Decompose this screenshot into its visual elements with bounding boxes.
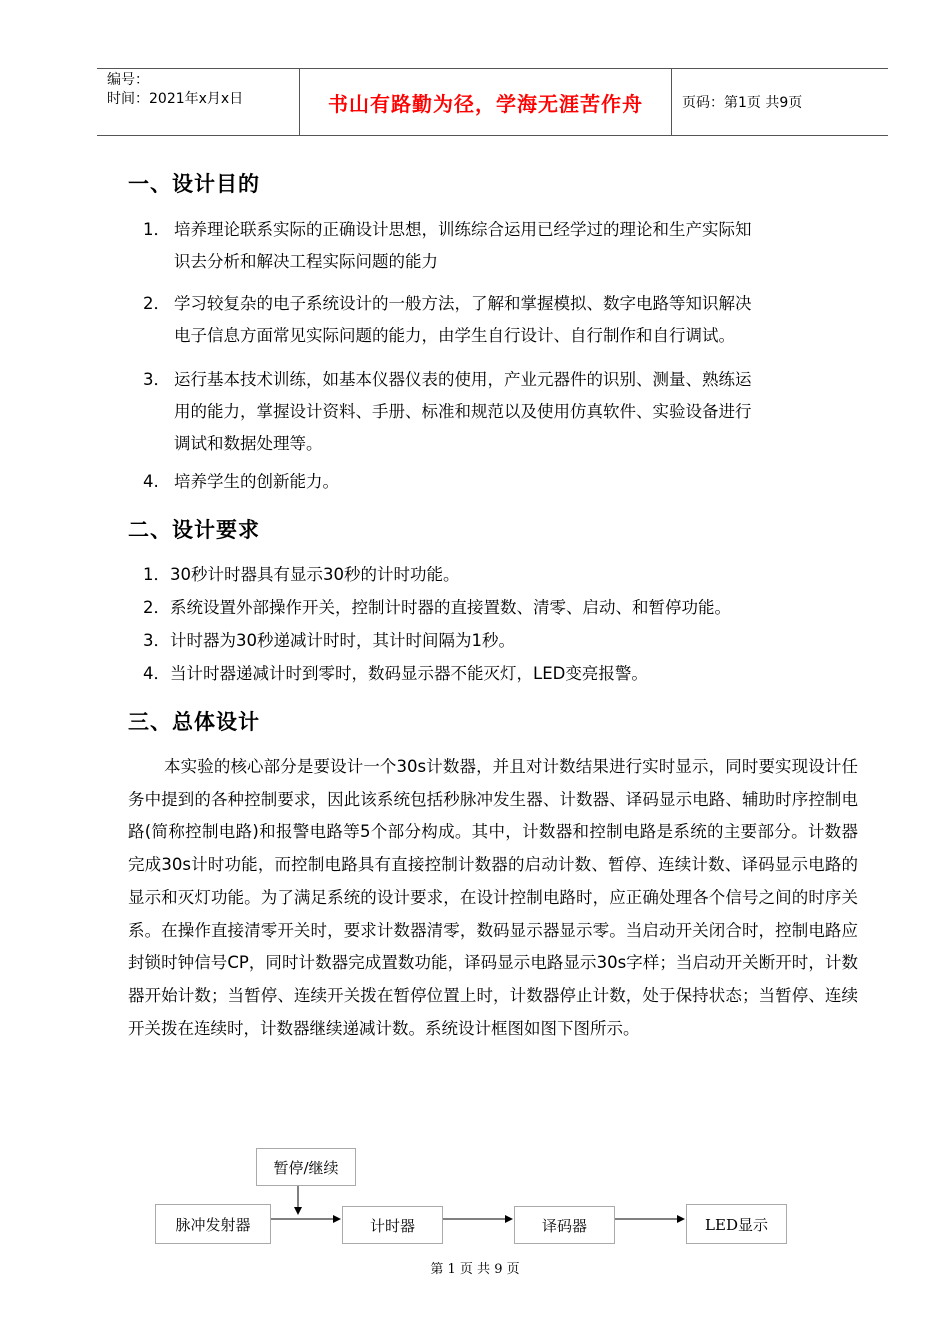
motto-text: 书山有路勤为径，学海无涯苦作舟: [328, 91, 643, 116]
led-display-block: LED显示: [686, 1204, 787, 1244]
decoder-block: 译码器: [514, 1206, 615, 1244]
section-title-overall-design: 三、总体设计: [128, 710, 260, 734]
item-number: 3．: [143, 370, 170, 389]
item-line: 学习较复杂的电子系统设计的一般方法，了解和掌握模拟、数字电路等知识解决: [174, 294, 752, 313]
time-label: 时间：2021年x月x日: [107, 91, 244, 107]
item-line: 用的能力，掌握设计资料、手册、标准和规范以及使用仿真软件、实验设备进行: [174, 402, 752, 421]
section-title-design-requirements: 二、设计要求: [128, 518, 260, 542]
header-page-info: 页码：第1页 共9页: [682, 95, 803, 111]
page-footer: 第 1 页 共 9 页: [430, 1262, 520, 1277]
item-line: 电子信息方面常见实际问题的能力，由学生自行设计、自行制作和自行调试。: [174, 326, 735, 345]
number-label: 编号：: [107, 72, 149, 88]
requirement-item-2: 2．系统设置外部操作开关，控制计时器的直接置数、清零、启动、和暂停功能。: [143, 598, 731, 617]
pulse-generator-block: 脉冲发射器: [155, 1204, 271, 1244]
pause-continue-block: 暂停/继续: [256, 1148, 356, 1186]
item-line: 培养理论联系实际的正确设计思想，训练综合运用已经学过的理论和生产实际知: [174, 220, 752, 239]
requirement-item-4: 4．当计时器递减计时到零时，数码显示器不能灭灯，LED变亮报警。: [143, 664, 648, 683]
requirement-item-1: 1．30秒计时器具有显示30秒的计时功能。: [143, 565, 460, 584]
timer-block: 计时器: [342, 1206, 443, 1244]
item-number: 2．: [143, 294, 170, 313]
item-number: 1．: [143, 220, 170, 239]
item-line: 培养学生的创新能力。: [174, 472, 339, 491]
item-line: 运行基本技术训练，如基本仪器仪表的使用，产业元器件的识别、测量、熟练运: [174, 370, 752, 389]
overall-design-paragraph: 本实验的核心部分是要设计一个30s计数器，并且对计数结果进行实时显示，同时要实现设计任务中提到的各种控制要求，因此该系统包括秒脉冲发生器、计数器、译码显示电路、辅助时序控制电路(简称控制电路)和报警电路等5个部分构成。其中，计数器和控制电路是系统的主要部分。计数器完成30s计时功能，而控制电路具有直接控制计数器的启动计数、暂停、连续计数、译码显示电路的显示和灭灯功能。为了满足系统的设计要求，在设计控制电路时，应正确处理各个信号之间的时序关系。在操作直接清零开关时，要求计数器清零，数码显示器显示零。当启动开关闭合时，控制电路应封锁时钟信号CP，同时计数器完成置数功能，译码显示电路显示30s字样；当启动开关断开时，计数器开始计数；当暂停、连续开关拨在暂停位置上时，计数器停止计数，处于保持状态；当暂停、连续开关拨在连续时，计数器继续递减计数。系统设计框图如图下图所示。: [128, 757, 858, 1038]
item-number: 4.: [143, 472, 159, 491]
requirement-item-3: 3．计时器为30秒递减计时时，其计时间隔为1秒。: [143, 631, 515, 650]
section-title-design-purpose: 一、设计目的: [128, 172, 260, 196]
item-line: 调试和数据处理等。: [174, 434, 323, 453]
item-line: 识去分析和解决工程实际问题的能力: [174, 252, 438, 271]
